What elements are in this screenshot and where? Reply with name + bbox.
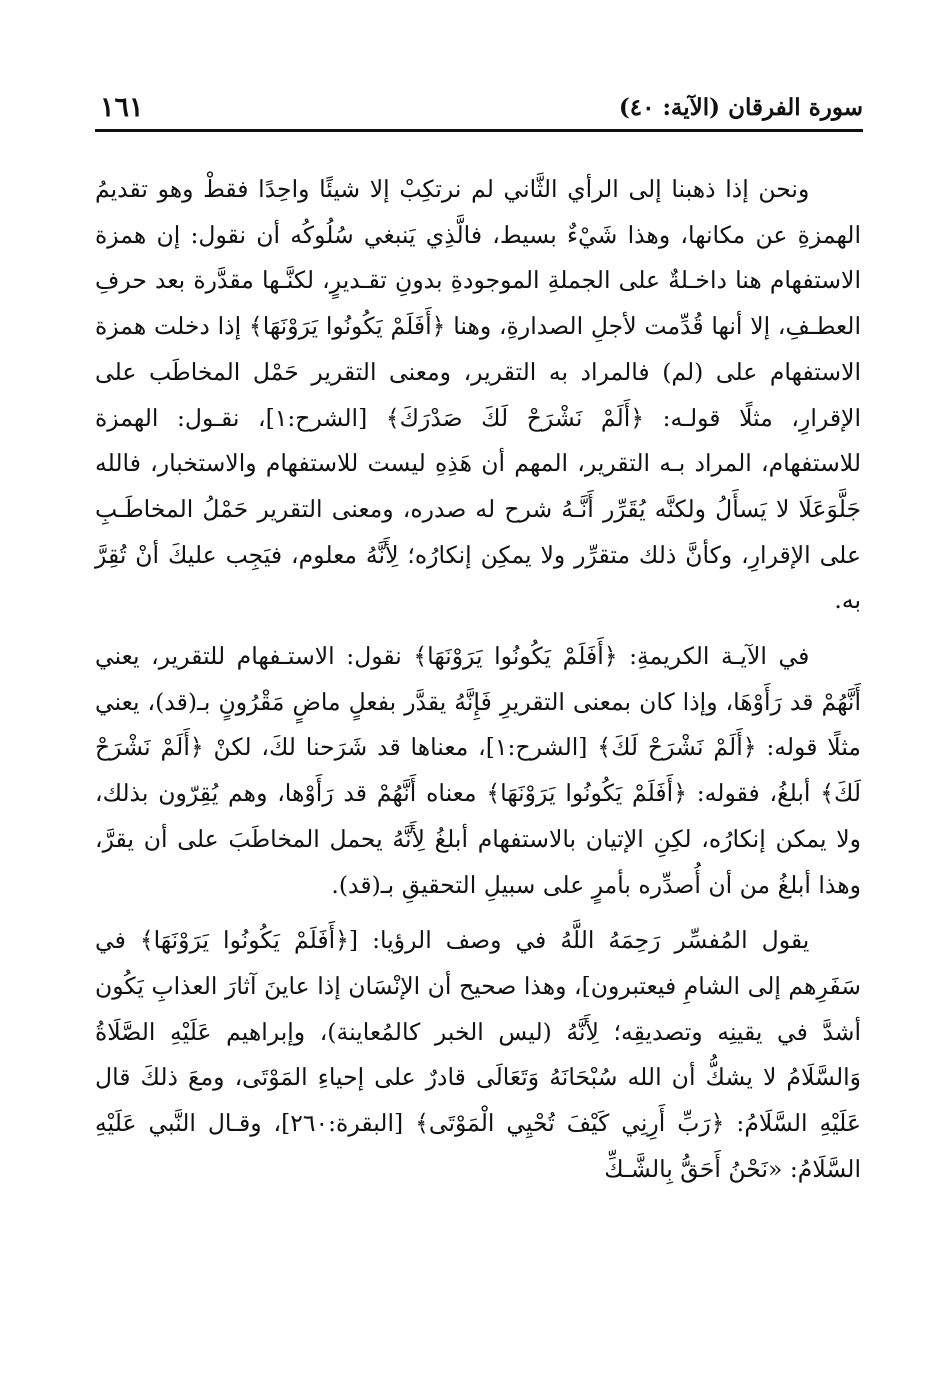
paragraph-3: يقول المُفسِّر رَحِمَهُ اللَّهُ في وصف الرؤيا: [﴿أَفَلَمْ يَكُونُوا يَرَوْنَهَا﴾ في سَفَرِهم إلى الشامِ فيعتبرون]، وهذا صحيح أن الإنْسَان إذا عاينَ آثارَ العذابِ يَكُون أشدَّ في يقينِه وتصديقِه؛ لِأَنَّهُ (ليس الخبر كالمُعاينة)، وإبراهيم عَلَيْهِ الصَّلَاةُ وَالسَّلَامُ لا يشكُّ أن الله سُبْحَانَهُ وَتَعَالَى قادرٌ على إحياءِ المَوْتَى، ومعَ ذلكَ قال عَلَيْهِ السَّلَامُ: ﴿رَبِّ أَرِنِي كَيْفَ تُحْيِي الْمَوْتَى﴾ [البقرة:٢٦٠]، وقـال النَّبي عَلَيْهِ السَّلَامُ: «نَحْنُ أَحَقُّ بِالشَّـكِّ <box>95 926 861 1183</box>
paragraph-1: ونحن إذا ذهبنا إلى الرأي الثَّاني لم نرتكِبْ إلا شيئًا واحِدًا فقطْ وهو تقديمُ الهمزةِ عن مكانها، وهذا شَيْءٌ بسيط، فالَّذِي يَنبغي سُلُوكُه أن نقول: إن همزة الاستفهام هنا داخـلةٌ على الجملةِ الموجودةِ بدونِ تقـديرٍ، لكنَّـها مقدَّرة بعد حرفِ العطـفِ، إلا أنها قُدِّمت لأجلِ الصدارةِ، وهنا ﴿أَفَلَمْ يَكُونُوا يَرَوْنَهَا﴾ إذا دخلت همزة الاستفهام على (لم) فالمراد به التقرير، ومعنى التقرير حَمْل المخاطَب على الإقرارِ، مثلًا قولـه: ﴿أَلَمْ نَشْرَحْ لَكَ صَدْرَكَ﴾ [الشرح:١]، نقـول: الهمزة للاستفهام، المراد بـه التقرير، المهم أن هَذِهِ ليست للاستفهام والاستخبار، فالله جَلَّوَعَلَا لا يَسأَلُ ولكنَّه يُقَرِّر أَنَّـهُ شرح له صدره، ومعنى التقرير حَمْلُ المخاطَـبِ على الإقرارِ، وكأنَّ ذلك متقرِّر ولا يمكِن إنكارُه؛ لِأَنَّهُ معلوم، فيَجِب عليكَ أنْ تُقِرَّ به. <box>95 175 861 615</box>
page-body <box>95 167 861 1192</box>
surah-title: سورة الفرقان (الآية: ٤٠) <box>618 94 863 121</box>
paragraph-2: في الآيـة الكريمةِ: ﴿أَفَلَمْ يَكُونُوا يَرَوْنَهَا﴾ نقول: الاستـفهام للتقرير، يعني أَنَّهُمْ قد رَأَوْهَا، وإذا كان بمعنى التقريرِ فَإِنَّهُ يقدَّر بفعلٍ ماضٍ مَقْرُونٍ بـ(قد)، يعني مثلًا قوله: ﴿أَلَمْ نَشْرَحْ لَكَ﴾ [الشرح:١]، معناها قد شَرَحنا لكَ، لكنْ ﴿أَلَمْ نَشْرَحْ لَكَ﴾ أبلغُ، فقوله: ﴿أَفَلَمْ يَكُونُوا يَرَوْنَهَا﴾ معناه أَنَّهُمْ قد رَأَوْها، وهم يُقِرّون بذلك، ولا يمكن إنكارُه، لكِنِ الإتيان بالاستفهام أبلغُ لِأَنَّهُ يحمل المخاطَبَ على أن يقرَّ، وهذا أبلغُ من أن أُصدِّره بأمرٍ على سبيلِ التحقيقِ بـ(قد). <box>95 642 862 899</box>
page-header <box>95 92 863 128</box>
page-number: ١٦١ <box>100 92 144 123</box>
header-divider <box>95 129 863 132</box>
